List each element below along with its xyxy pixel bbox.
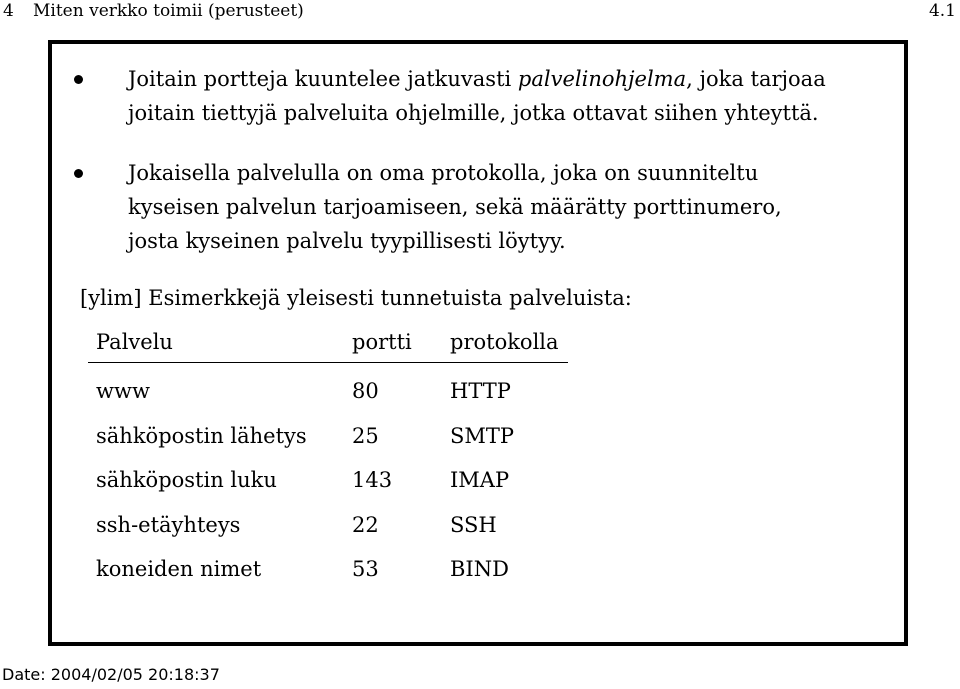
table-row xyxy=(88,458,568,503)
column-header-port: portti xyxy=(344,322,442,363)
page-number: 4 xyxy=(3,1,14,21)
table-row xyxy=(88,503,568,548)
bullet-dot-icon xyxy=(74,169,83,178)
page-header xyxy=(0,0,960,24)
bullet-item xyxy=(76,62,838,130)
protocol-cell: HTTP xyxy=(450,379,511,404)
port-cell: 25 xyxy=(352,423,379,448)
port-cell: 53 xyxy=(352,557,379,582)
service-cell: ssh-etäyhteys xyxy=(96,512,241,537)
service-cell: koneiden nimet xyxy=(96,557,262,582)
bullet-item xyxy=(76,156,838,258)
bullet-text-part: , joka tarjoaa joitain tiettyjä palveluita ohjelmille, jotka ottavat siihen yhteyttä. xyxy=(128,67,826,125)
bullet-text-part: Joitain portteja kuuntelee jatkuvasti xyxy=(128,67,518,91)
section-title: Miten verkko toimii (perusteet) xyxy=(33,1,304,21)
table-header-row xyxy=(88,322,568,363)
port-cell: 22 xyxy=(352,512,379,537)
table-row xyxy=(88,414,568,459)
protocol-cell: SSH xyxy=(450,512,497,537)
slide-number: 4.1 xyxy=(928,1,956,21)
table-row xyxy=(88,547,568,592)
protocol-cell: IMAP xyxy=(450,468,510,493)
bullet-emphasis: palvelinohjelma xyxy=(517,67,687,91)
service-cell: sähköpostin luku xyxy=(96,468,277,493)
table-intro: [ylim] Esimerkkejä yleisesti tunnetuista palveluista: xyxy=(80,286,632,310)
port-cell: 143 xyxy=(352,468,393,493)
bullet-dot-icon xyxy=(74,75,83,84)
services-table xyxy=(88,322,568,592)
footer-date: Date: 2004/02/05 20:18:37 xyxy=(2,665,220,684)
port-cell: 80 xyxy=(352,379,379,404)
column-header-protocol: protokolla xyxy=(442,322,568,363)
service-cell: sähköpostin lähetys xyxy=(96,423,307,448)
table-row xyxy=(88,363,568,414)
protocol-cell: SMTP xyxy=(450,423,515,448)
bullet-text xyxy=(128,62,838,130)
protocol-cell: BIND xyxy=(450,557,509,582)
bullet-text: Jokaisella palvelulla on oma protokolla, joka on suunniteltu kyseisen palvelun tarjoamiseen, sekä määrätty porttinumero, josta kyseinen palvelu tyypillisesti löytyy. xyxy=(128,161,782,253)
column-header-service: Palvelu xyxy=(88,322,344,363)
service-cell: www xyxy=(96,379,150,404)
